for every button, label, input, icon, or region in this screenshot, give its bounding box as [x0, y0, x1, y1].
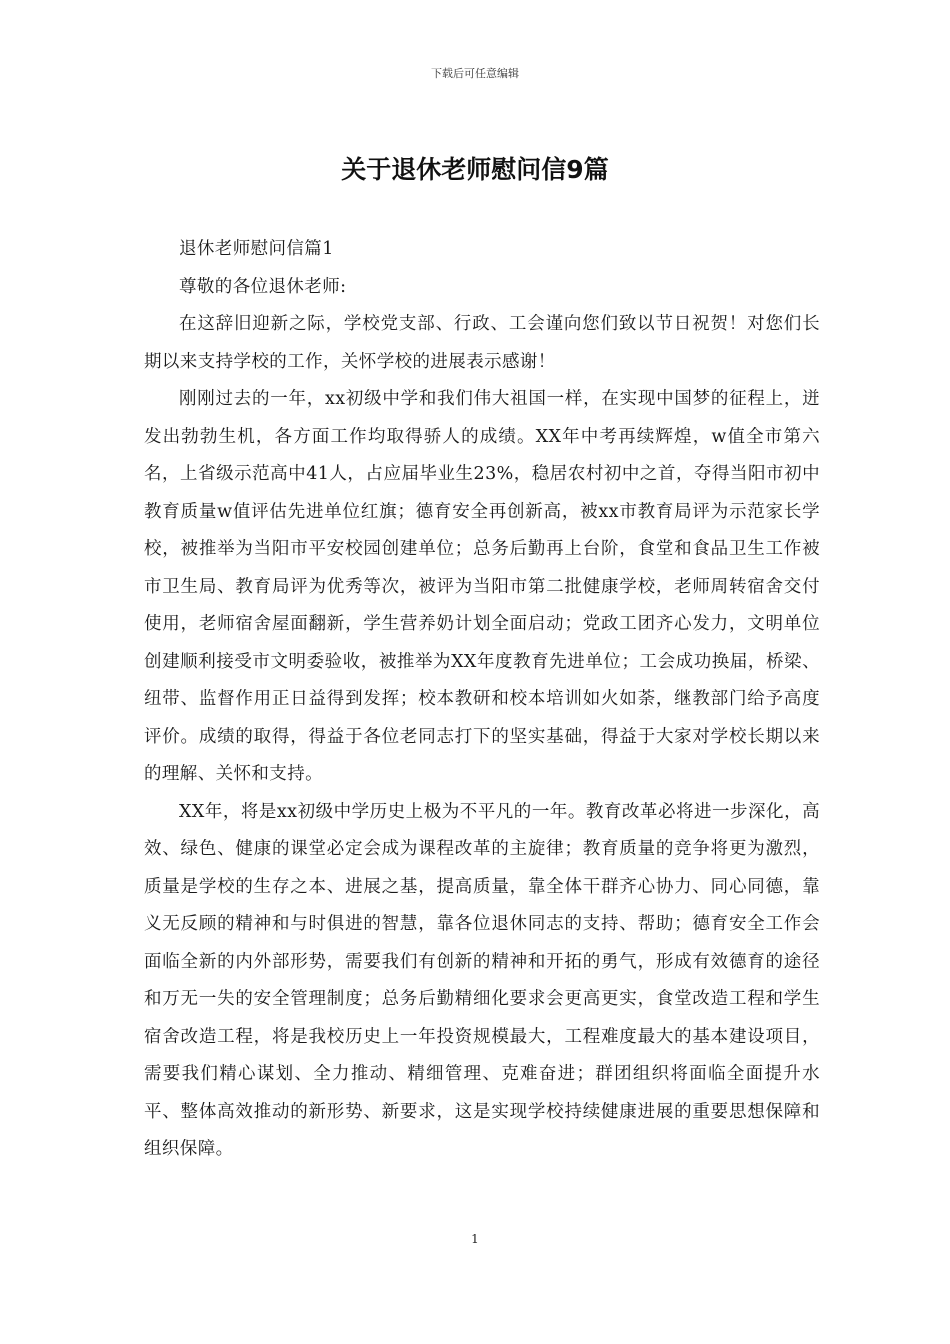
salutation: 尊敬的各位退休老师:	[179, 276, 347, 297]
body-paragraph: 刚刚过去的一年，xx初级中学和我们伟大祖国一样，在实现中国梦的征程上，迸发出勃勃生机，各方面工作均取得骄人的成绩。XX年中考再续辉煌，w值全市第六名，上省级示范高中41人，占应届毕业生23%，稳居农村初中之首，夺得当阳市初中教育质量w值评估先进单位红旗；德育安全再创新高，被xx市教育局评为示范家长学校，被推举为当阳市平安校园创建单位；总务后勤再上台阶，食堂和食品卫生工作被市卫生局、教育局评为优秀等次，被评为当阳市第二批健康学校，老师周转宿舍交付使用，老师宿舍屋面翻新，学生营养奶计划全面启动；党政工团齐心发力，文明单位创建顺利接受市文明委验收，被推举为XX年度教育先进单位；工会成功换届，桥梁、纽带、监督作用正日益得到发挥；校本教研和校本培训如火如荼，继教部门给予高度评价。成绩的取得，得益于各位老同志打下的坚实基础，得益于大家对学校长期以来的理解、关怀和支持。	[144, 389, 820, 784]
document-body	[144, 231, 820, 1169]
page-header: 下载后可任意编辑	[431, 67, 519, 80]
section-heading: 退休老师慰问信篇1	[179, 239, 334, 259]
body-paragraph: XX年，将是xx初级中学历史上极为不平凡的一年。教育改革必将进一步深化，高效、绿色、健康的课堂必定会成为课程改革的主旋律；教育质量的竞争将更为激烈，质量是学校的生存之本、进展之基，提高质量，靠全体干群齐心协力、同心同德，靠义无反顾的精神和与时俱进的智慧，靠各位退休同志的支持、帮助；德育安全工作会面临全新的内外部形势，需要我们有创新的精神和开拓的勇气，形成有效德育的途径和万无一失的安全管理制度；总务后勤精细化要求会更高更实，食堂改造工程和学生宿舍改造工程，将是我校历史上一年投资规模最大，工程难度最大的基本建设项目，需要我们精心谋划、全力推动、精细管理、克难奋进；群团组织将面临全面提升水平、整体高效推动的新形势、新要求，这是实现学校持续健康进展的重要思想保障和组织保障。	[144, 801, 820, 1159]
body-paragraph: 在这辞旧迎新之际，学校党支部、行政、工会谨向您们致以节日祝贺！对您们长期以来支持学校的工作，关怀学校的进展表示感谢！	[144, 314, 820, 372]
page-number: 1	[471, 1232, 479, 1246]
document-title: 关于退休老师慰问信9篇	[341, 155, 609, 184]
